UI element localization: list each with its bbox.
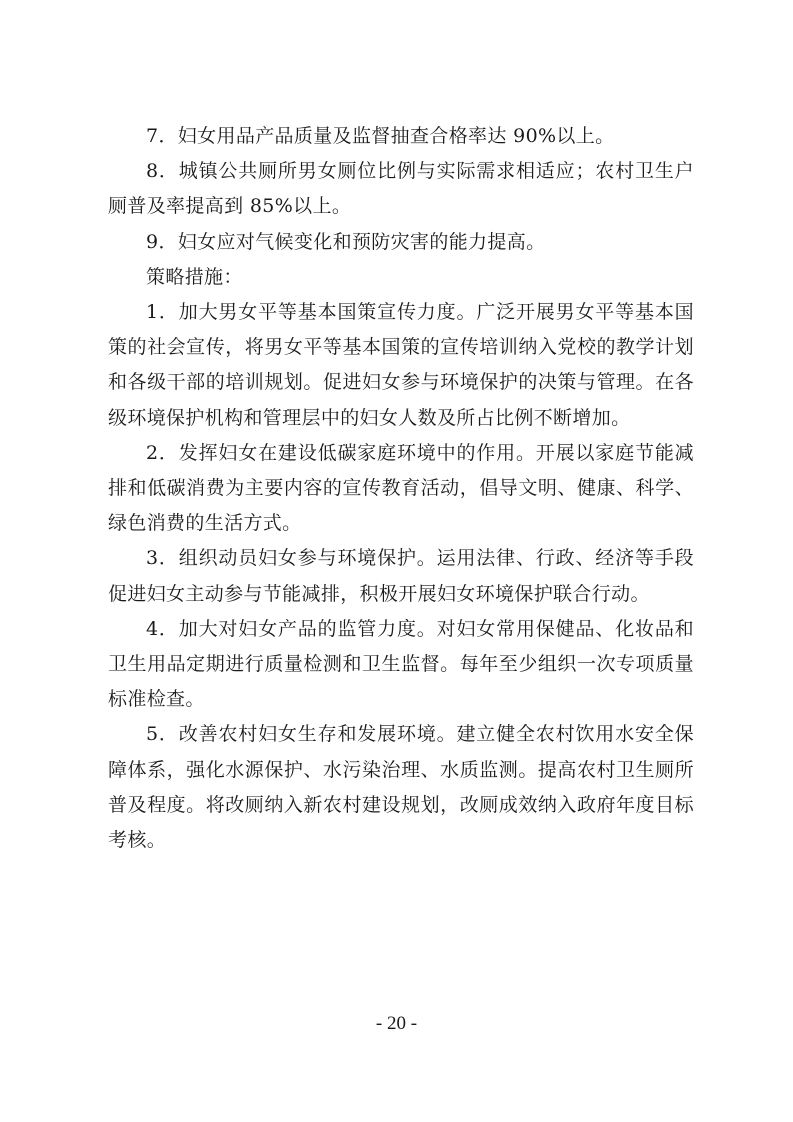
strategy-heading: 策略措施： [146,265,243,288]
document-body [108,119,694,858]
goal-item-8: 8．城镇公共厕所男女厕位比例与实际需求相适应；农村卫生户厕普及率提高到 85%以上。 [108,160,694,218]
strategy-item-3: 3．组织动员妇女参与环境保护。运用法律、行政、经济等手段促进妇女主动参与节能减排，积极开展妇女环境保护联合行动。 [108,547,694,605]
strategy-item-5: 5．改善农村妇女生存和发展环境。建立健全农村饮用水安全保障体系，强化水源保护、水污染治理、水质监测。提高农村卫生厕所普及程度。将改厕纳入新农村建设规划，改厕成效纳入政府年度目标考核。 [108,723,694,852]
page-number: - 20 - [375,1013,418,1034]
strategy-item-4: 4．加大对妇女产品的监管力度。对妇女常用保健品、化妆品和卫生用品定期进行质量检测和卫生监督。每年至少组织一次专项质量标准检查。 [108,617,694,711]
strategy-item-1: 1．加大男女平等基本国策宣传力度。广泛开展男女平等基本国策的社会宣传，将男女平等基本国策的宣传培训纳入党校的教学计划和各级干部的培训规划。促进妇女参与环境保护的决策与管理。在各级环境保护机构和管理层中的妇女人数及所占比例不断增加。 [108,301,694,429]
strategy-item-2: 2．发挥妇女在建设低碳家庭环境中的作用。开展以家庭节能减排和低碳消费为主要内容的宣传教育活动，倡导文明、健康、科学、绿色消费的生活方式。 [108,441,694,535]
goal-item-9: 9．妇女应对气候变化和预防灾害的能力提高。 [146,230,546,253]
goal-item-7: 7．妇女用品产品质量及监督抽查合格率达 90%以上。 [146,125,615,147]
